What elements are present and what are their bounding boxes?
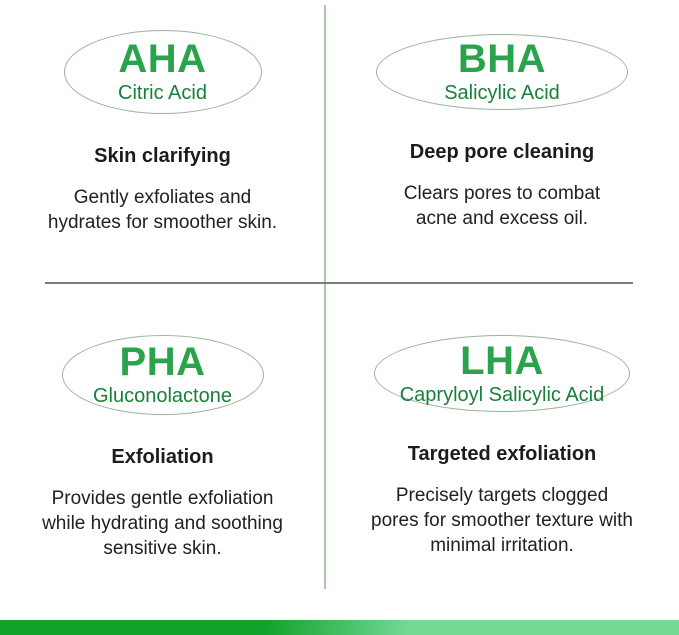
benefit-description: Precisely targets clogged pores for smoother texture with minimal irritation. — [371, 485, 633, 557]
acid-compound-name: Gluconolactone — [93, 385, 232, 407]
benefit-description: Provides gentle exfoliation while hydrating and soothing sensitive skin. — [42, 488, 283, 560]
benefit-description: Clears pores to combat acne and excess oil. — [403, 183, 601, 230]
acid-badge-ellipse — [62, 335, 264, 415]
benefit-heading: Exfoliation — [111, 446, 214, 468]
benefit-heading: Targeted exfoliation — [407, 443, 597, 465]
acid-compound-name: Citric Acid — [118, 82, 207, 104]
benefit-heading: Deep pore cleaning — [409, 141, 595, 163]
bottom-accent-bar — [0, 620, 679, 635]
quadrant-lha — [325, 283, 679, 558]
acid-compound-name: Salicylic Acid — [444, 82, 560, 104]
quadrant-pha — [0, 283, 325, 561]
acid-badge-ellipse — [376, 34, 628, 110]
acid-badge-ellipse — [374, 335, 630, 412]
quadrant-bha — [325, 0, 679, 231]
benefit-description: Gently exfoliates and hydrates for smoother skin. — [47, 187, 278, 234]
quadrant-aha — [0, 0, 325, 235]
acid-compound-name: Capryloyl Salicylic Acid — [399, 383, 605, 406]
benefit-heading: Skin clarifying — [94, 145, 231, 167]
acid-acronym: BHA — [457, 37, 547, 81]
acid-badge-ellipse — [64, 30, 262, 114]
acid-acronym: LHA — [460, 338, 544, 383]
acid-acronym: AHA — [118, 37, 207, 81]
acid-acronym: PHA — [119, 340, 206, 384]
